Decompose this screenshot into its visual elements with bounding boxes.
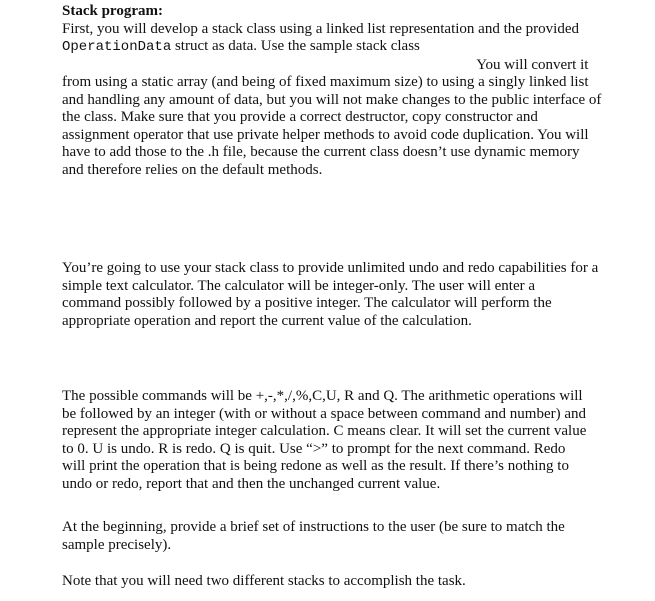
paragraph-instructions — [62, 519, 565, 554]
paragraph-commands — [62, 388, 586, 493]
text-line: and therefore relies on the default methods. — [62, 161, 323, 178]
text-line: appropriate operation and report the current value of the calculation. — [62, 312, 472, 329]
text-line: from using a static array (and being of fixed maximum size) to using a singly linked list — [62, 74, 589, 90]
text-line: You’re going to use your stack class to provide unlimited undo and redo capabilities for a — [62, 260, 599, 276]
code-struct-name: OperationData — [62, 39, 172, 55]
text-fragment: struct as data. Use the sample stack class — [171, 38, 420, 54]
section-heading: Stack program: — [62, 3, 163, 19]
text-line: sample precisely). — [62, 536, 172, 553]
text-line: You will convert it — [476, 56, 589, 73]
text-line: The possible commands will be +,-,*,/,%,C,U, R and Q. The arithmetic operations will — [62, 388, 583, 404]
text-line: undo or redo, report that and then the unchanged current value. — [62, 475, 441, 492]
text-line: and handling any amount of data, but you will not make changes to the public interface of — [62, 91, 602, 108]
text-line: Note that you will need two different stacks to accomplish the task. — [62, 573, 466, 589]
text-line: command possibly followed by a positive integer. The calculator will perform the — [62, 295, 552, 311]
text-line: At the beginning, provide a brief set of instructions to the user (be sure to match the — [62, 519, 565, 535]
text-line: have to add those to the .h file, because the current class doesn’t use dynamic memory — [62, 144, 580, 160]
text-line: to 0. U is undo. R is redo. Q is quit. Use “>” to prompt for the next command. Redo — [62, 440, 566, 457]
text-line: be followed by an integer (with or without a space between command and number) and — [62, 405, 586, 422]
text-line — [62, 38, 601, 57]
paragraph-note — [62, 573, 466, 591]
paragraph-calculator — [62, 260, 598, 330]
text-line: represent the appropriate integer calculation. C means clear. It will set the current value — [62, 423, 587, 439]
paragraph-stack-program — [62, 3, 601, 179]
text-line: assignment operator that use private helper methods to avoid code duplication. You will — [62, 126, 589, 143]
text-line: the class. Make sure that you provide a correct destructor, copy constructor and — [62, 109, 538, 125]
text-line: simple text calculator. The calculator will be integer-only. The user will enter a — [62, 277, 536, 294]
text-line: First, you will develop a stack class using a linked list representation and the provided — [62, 20, 579, 37]
text-line: will print the operation that is being redone as well as the result. If there’s nothing to — [62, 458, 569, 474]
